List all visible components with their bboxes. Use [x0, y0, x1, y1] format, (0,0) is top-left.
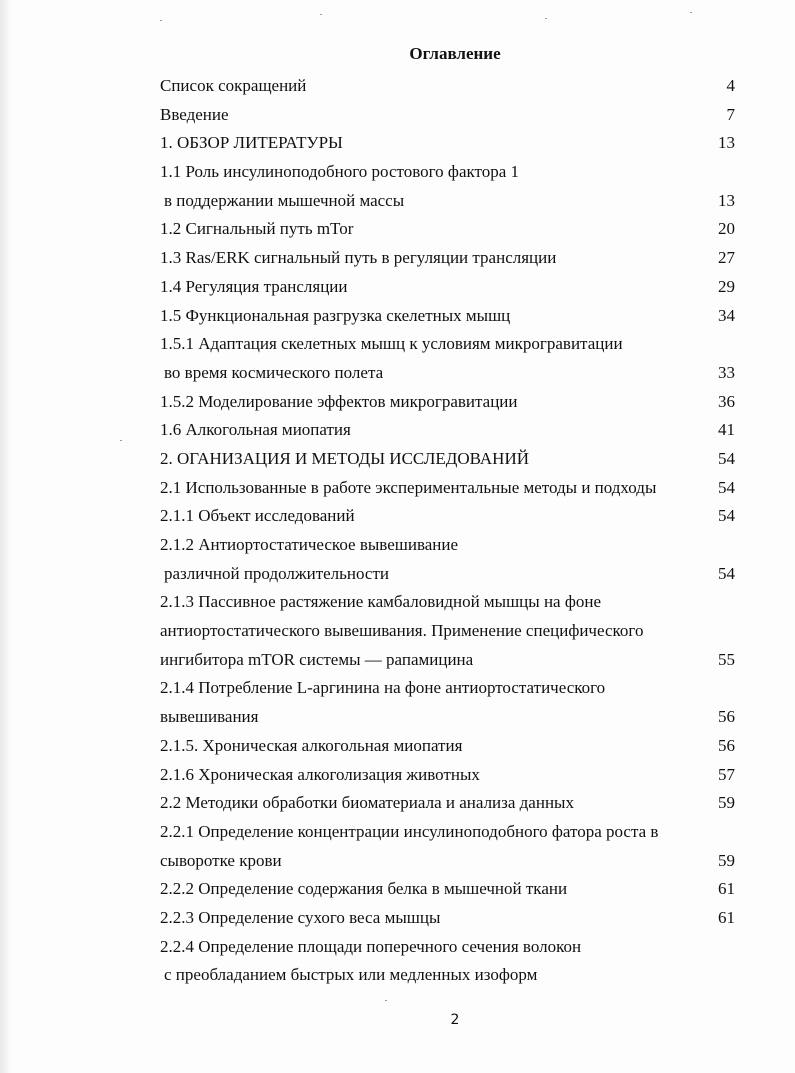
toc-entry-title: различной продолжительности [164, 563, 390, 583]
toc-entry-page: 34 [718, 305, 735, 325]
toc-entry [160, 732, 735, 761]
toc-entry-title: 1.5 Функциональная разгрузка скелетных мышц [160, 305, 511, 325]
scan-speck [120, 440, 122, 441]
toc-entry-page: 56 [718, 735, 735, 755]
toc-entry-page: 27 [718, 248, 735, 268]
toc-entry-title: 2.1.5. Хроническая алкогольная миопатия [160, 735, 463, 755]
toc-entry [160, 273, 735, 302]
toc-entry [160, 646, 735, 675]
toc-entry-page: 57 [718, 764, 735, 784]
toc-entry-page: 13 [718, 190, 735, 210]
toc-entry-title: 1.5.1 Адаптация скелетных мышц к условиям микрогравитации [160, 334, 623, 354]
toc-entry-page: 55 [718, 649, 735, 669]
toc-entry-page: 41 [718, 420, 735, 440]
toc-entry-page: 54 [718, 506, 735, 526]
toc-entry-title: 2.1 Использованные в работе экспериментальные методы и подходы [160, 477, 657, 497]
scan-speck [690, 12, 692, 13]
toc-entry [160, 72, 735, 101]
toc-entry-title: во время космического полета [164, 362, 384, 382]
toc-entry [160, 302, 735, 331]
toc-entry [160, 674, 735, 703]
scan-speck [320, 14, 322, 15]
toc-entry [160, 474, 735, 503]
toc-entry-title: в поддержании мышечной массы [164, 190, 405, 210]
toc-entry [160, 359, 735, 388]
toc-entry [160, 560, 735, 589]
toc-entry [160, 502, 735, 531]
toc-entry-title: ингибитора mTOR системы — рапамицина [160, 649, 474, 669]
toc-entry-title: 2.2 Методики обработки биоматериала и анализа данных [160, 793, 574, 813]
toc-entry-page: 54 [718, 477, 735, 497]
toc-entry-title: 1.1 Роль инсулиноподобного ростового фактора 1 [160, 162, 520, 182]
toc-entry-title: 2.1.4 Потребление L-аргинина на фоне антиортостатического [160, 678, 606, 698]
toc-entry [160, 818, 735, 847]
toc-entry-page: 59 [718, 850, 735, 870]
toc-entry-page: 20 [718, 219, 735, 239]
toc-entry [160, 904, 735, 933]
toc-entry-page: 7 [726, 104, 735, 124]
toc-entry-title: 1.5.2 Моделирование эффектов микрогравитации [160, 391, 518, 411]
toc-entry [160, 445, 735, 474]
toc-entry-title: 2.2.2 Определение содержания белка в мышечной ткани [160, 879, 568, 899]
toc-entry-title: 2.1.2 Антиортостатическое вывешивание [160, 535, 459, 554]
toc-entry [160, 158, 735, 187]
toc-entry-title: 1. ОБЗОР ЛИТЕРАТУРЫ [160, 133, 343, 153]
toc-entry-title: 1.2 Сигнальный путь mTor [160, 219, 354, 239]
toc-entry [160, 961, 735, 990]
toc-entry [160, 703, 735, 732]
toc-entry [160, 933, 735, 962]
toc-entry [160, 789, 735, 818]
toc-entry-title: антиортостатического вывешивания. Применение специфического [160, 621, 644, 641]
toc-entry [160, 330, 735, 359]
toc-entry [160, 588, 735, 617]
toc-entry-page: 59 [718, 793, 735, 813]
toc-entry-page: 29 [718, 276, 735, 296]
toc-entry-title: 2.2.1 Определение концентрации инсулиноподобного фатора роста в [160, 821, 659, 841]
page-title: Оглавление [409, 44, 501, 63]
toc-entry-title: 2.2.3 Определение сухого веса мышцы [160, 907, 441, 927]
toc-entry-page: 33 [718, 362, 735, 382]
toc-entry [160, 244, 735, 273]
toc-entry [160, 875, 735, 904]
toc-entry-page: 54 [718, 563, 735, 583]
toc-entry-page: 61 [718, 907, 735, 927]
page-number: 2 [450, 1012, 460, 1028]
toc-entry [160, 761, 735, 790]
scan-speck [160, 20, 162, 21]
toc-entry-page: 36 [718, 391, 735, 411]
toc-entry [160, 847, 735, 876]
toc-entry-title: вывешивания [160, 707, 259, 727]
toc-entry-title: 1.4 Регуляция трансляции [160, 276, 348, 296]
toc-entry-title: с преобладанием быстрых или медленных изоформ [164, 965, 538, 985]
toc-entry [160, 416, 735, 445]
toc-entry [160, 129, 735, 158]
toc-entry-page: 61 [718, 879, 735, 899]
scan-speck [545, 18, 547, 19]
toc-entry-title: 2.2.4 Определение площади поперечного сечения волокон [160, 936, 582, 956]
scan-speck [385, 1000, 387, 1001]
toc-entry-page: 54 [718, 448, 735, 468]
toc-entry-title: Введение [160, 104, 229, 124]
scan-edge [0, 0, 14, 1073]
toc-entry-title: 1.3 Ras/ERK сигнальный путь в регуляции трансляции [160, 248, 557, 268]
toc-entry-page: 4 [726, 76, 735, 95]
toc-entry-page: 56 [718, 707, 735, 727]
toc-entry [160, 101, 735, 130]
toc-entry [160, 531, 735, 560]
toc-entry-title: 2.1.1 Объект исследований [160, 506, 355, 526]
toc-entry-title: 1.6 Алкогольная миопатия [160, 420, 351, 440]
toc-entry-title: 2.1.3 Пассивное растяжение камбаловидной мышцы на фоне [160, 592, 602, 612]
toc-entry [160, 187, 735, 216]
toc-entry-title: сыворотке крови [160, 850, 282, 870]
toc-entry-title: 2. ОГАНИЗАЦИЯ И МЕТОДЫ ИССЛЕДОВАНИЙ [160, 448, 530, 468]
toc-entry [160, 388, 735, 417]
toc-entry [160, 617, 735, 646]
toc-entry-title: 2.1.6 Хроническая алкоголизация животных [160, 764, 480, 784]
toc-entry-title: Список сокращений [160, 76, 307, 95]
table-of-contents [160, 72, 735, 990]
toc-entry-page: 13 [718, 133, 735, 153]
toc-entry [160, 215, 735, 244]
